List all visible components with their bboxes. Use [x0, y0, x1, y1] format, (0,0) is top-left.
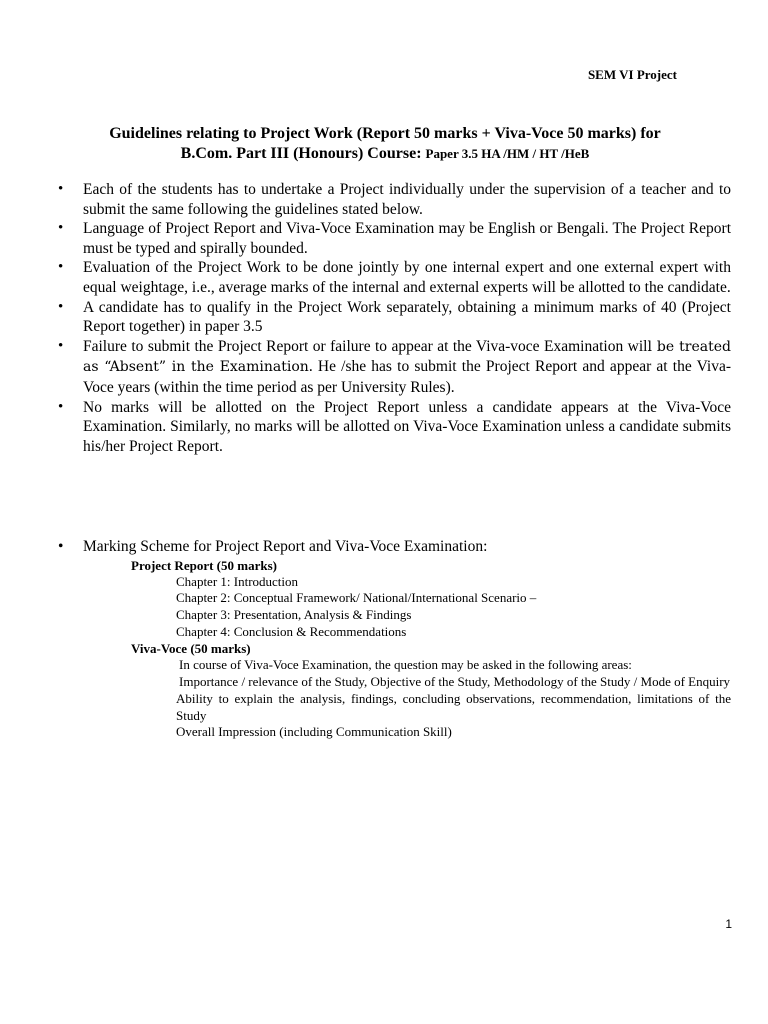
chapter-item: Chapter 2: Conceptual Framework/ National/International Scenario –	[176, 590, 537, 606]
guideline-item-absent	[0, 337, 768, 398]
guideline-item: • Each of the students has to undertake a Project individually under the supervision of a teacher and to submit the same following the guidelines stated below.	[0, 180, 768, 219]
page-number: 1	[725, 917, 732, 931]
document-title	[60, 124, 710, 164]
guideline-item: • Language of Project Report and Viva-Voce Examination may be English or Bengali. The Project Report must be typed and spirally bounded.	[0, 219, 768, 258]
guidelines-list	[0, 180, 768, 456]
chapter-item: Chapter 1: Introduction	[176, 573, 299, 589]
guideline-item: • Evaluation of the Project Work to be done jointly by one internal expert and one external expert with equal weightage, i.e., average marks of the internal and external experts will be allotted to the candidate.	[0, 258, 768, 297]
marking-scheme	[0, 537, 768, 741]
title-paper-code: Paper 3.5 HA /HM / HT /HeB	[425, 146, 590, 161]
header-label: SEM VI Project	[587, 67, 677, 82]
absent-text-part-3: . He /she has to submit the Project Report and appear at the Viva-Voce years (within the time period as per University Rules).	[83, 358, 731, 396]
chapter-item: Chapter 3: Presentation, Analysis & Findings	[176, 607, 412, 622]
viva-item: Overall Impression (including Communication Skill)	[176, 724, 452, 740]
chapter-item: Chapter 4: Conclusion & Recommendations	[176, 623, 407, 639]
title-line-1: Guidelines relating to Project Work (Report 50 marks + Viva-Voce 50 marks) for	[109, 125, 661, 142]
absent-text-part-1: Failure to submit the Project Report or failure to appear at the Viva-voce Examination wil	[83, 337, 648, 355]
viva-item: Importance / relevance of the Study, Objective of the Study, Methodology of the Study / Mode of Enquiry	[179, 674, 731, 690]
viva-intro: In course of Viva-Voce Examination, the question may be asked in the following areas:	[179, 657, 632, 673]
title-line-2-prefix: B.Com. Part III (Honours) Course:	[180, 145, 426, 162]
guideline-item: • A candidate has to qualify in the Project Work separately, obtaining a minimum marks of 40 (Project Report together) in paper 3.5	[0, 298, 768, 337]
marking-scheme-intro: • Marking Scheme for Project Report and Viva-Voce Examination:	[0, 537, 768, 557]
viva-item: Ability to explain the analysis, findings, concluding observations, recommendation, limitations of the Study	[176, 690, 731, 723]
absent-text-part-2: l be treated as “Absent” in the Examination	[83, 338, 732, 376]
project-report-heading: Project Report (50 marks)	[131, 557, 277, 573]
viva-voce-heading: Viva-Voce (50 marks)	[131, 641, 251, 657]
guideline-item: • No marks will be allotted on the Project Report unless a candidate appears at the Viva-Voce Examination. Similarly, no marks will be allotted on Viva-Voce Examination unless a candidate submits his/her Project Report.	[0, 398, 768, 457]
